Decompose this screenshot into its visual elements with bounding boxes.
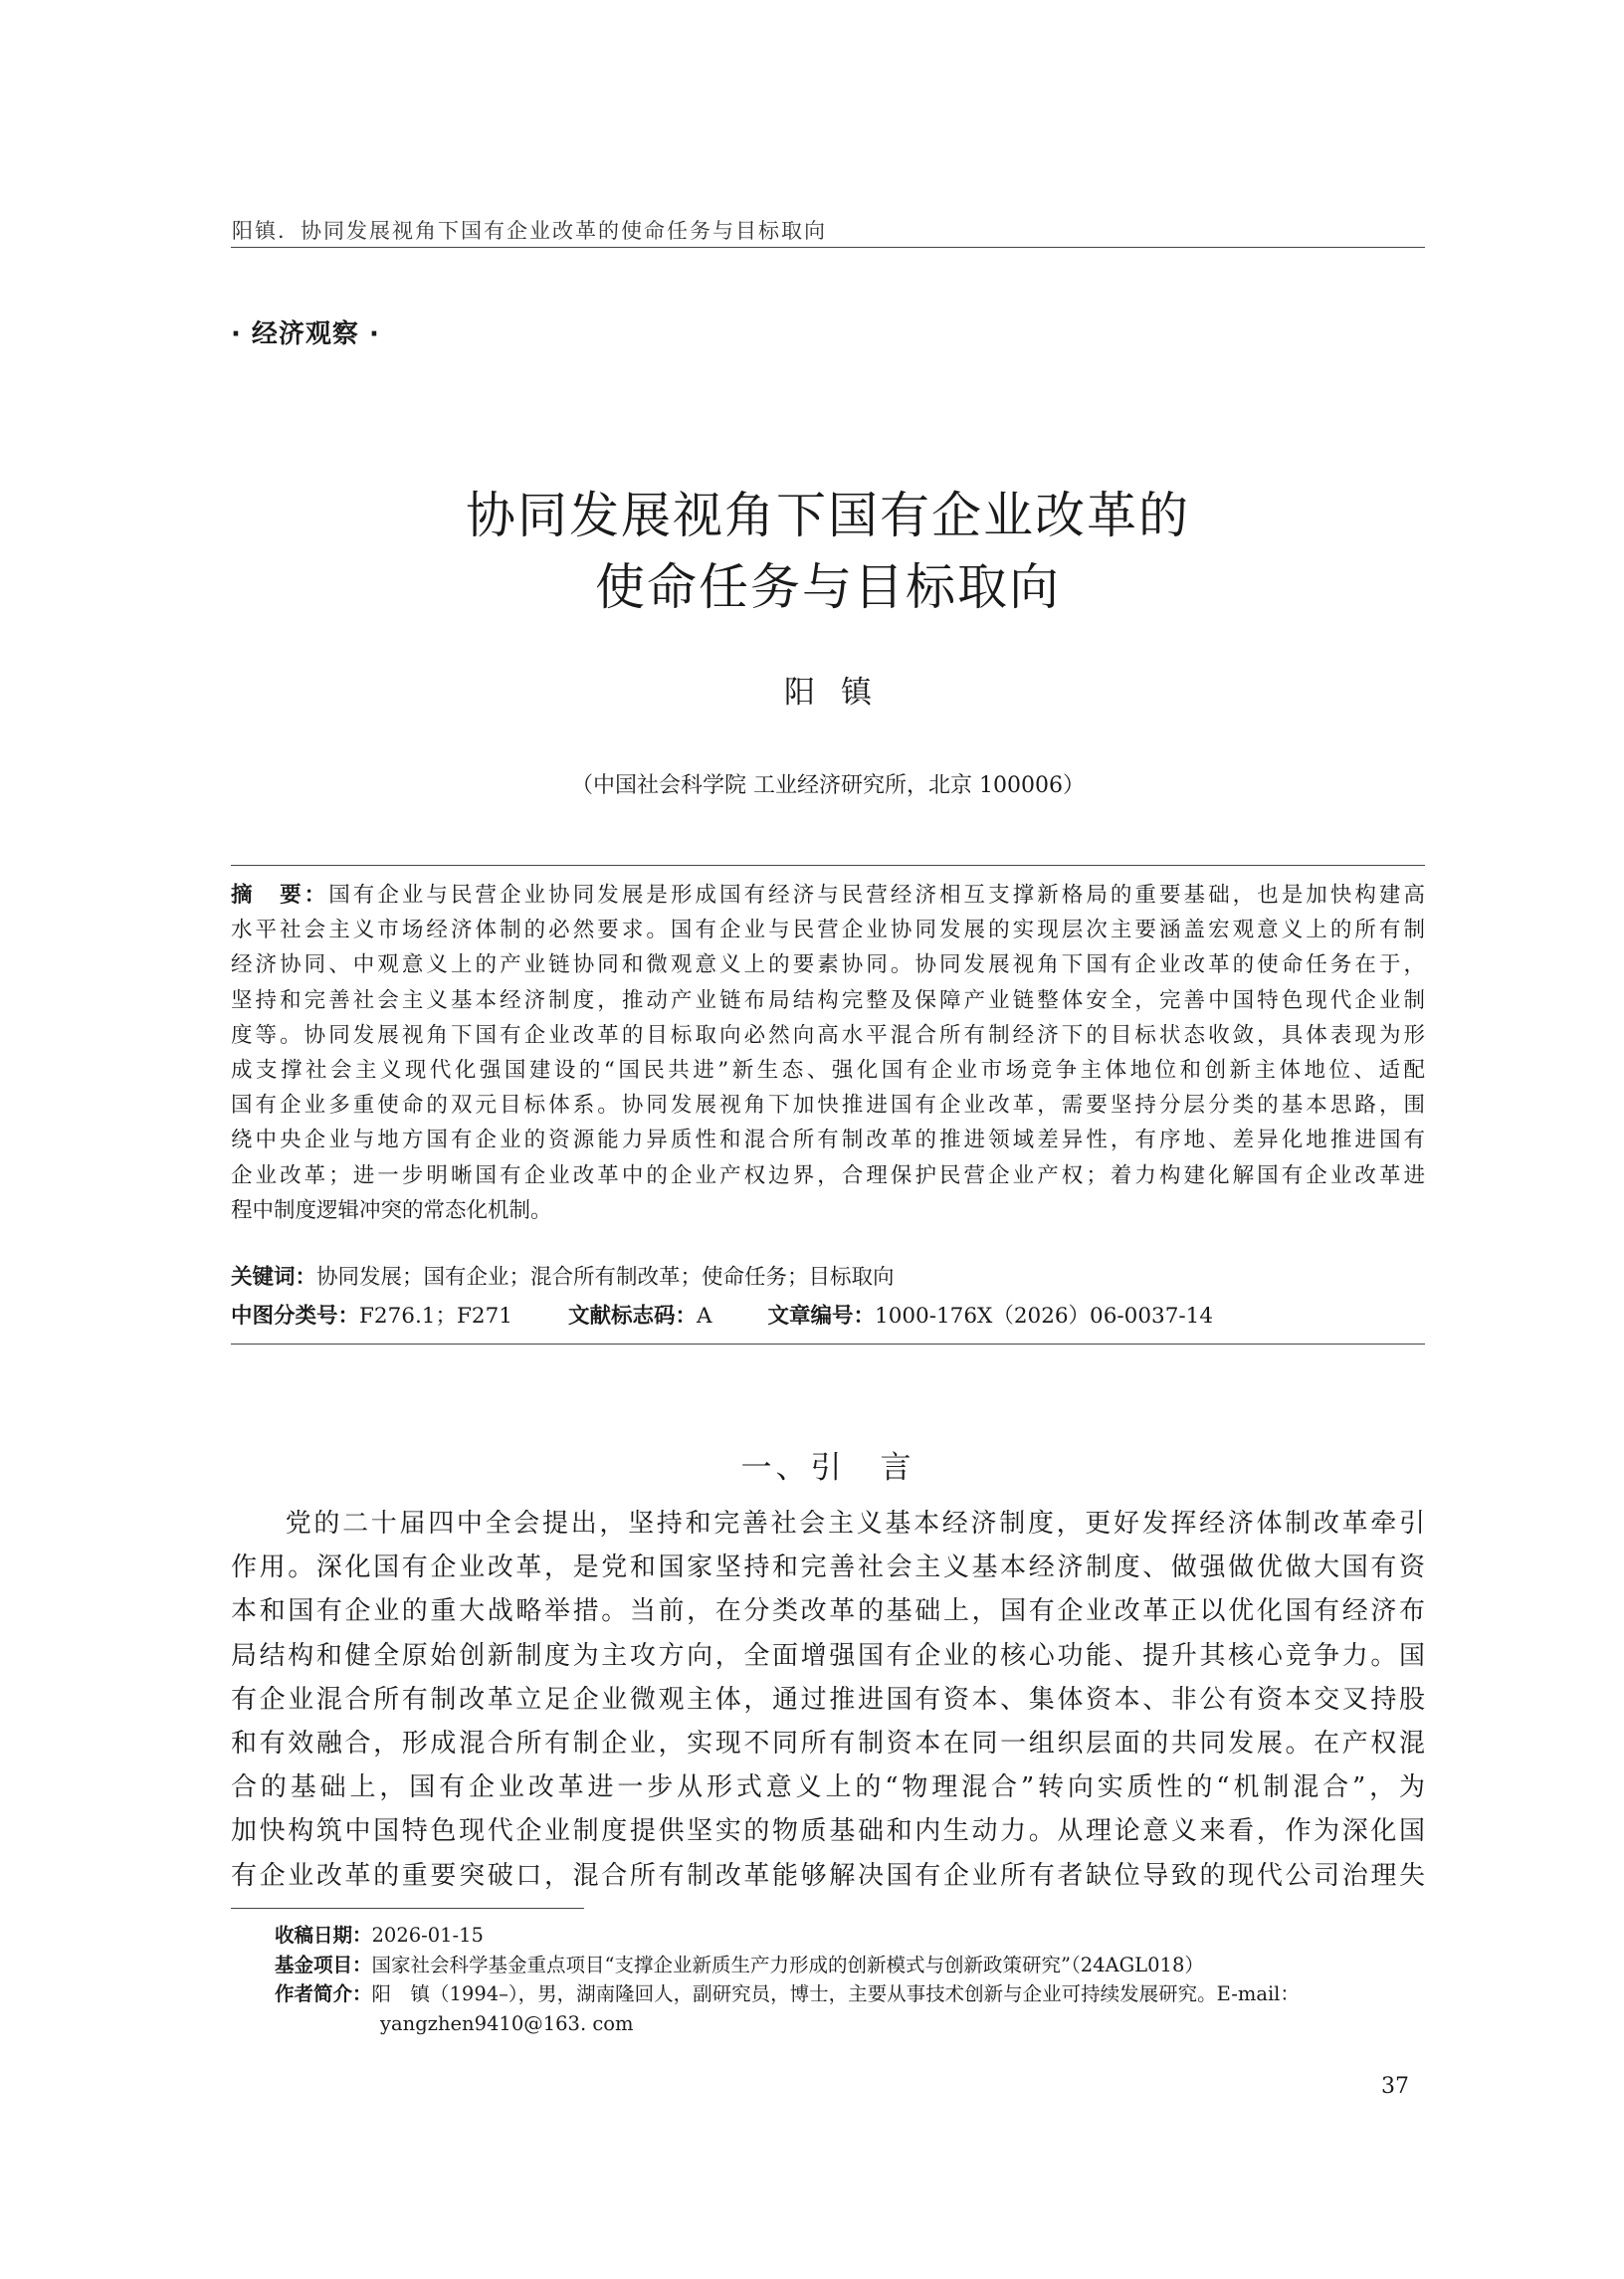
abstract-line: 摘 要：国有企业与民营企业协同发展是形成国有经济与民营经济相互支撑新格局的重要基础，也是加快构建高 [231,883,1425,908]
abstract-line: 国有企业多重使命的双元目标体系。协同发展视角下加快推进国有企业改革，需要坚持分层分类的基本思路，围 [231,1093,1425,1119]
footnote-rule [231,1908,584,1909]
footnotes [275,1921,1429,2038]
footnote-author [275,1979,1429,2009]
body-line: 有企业混合所有制改革立足企业微观主体，通过推进国有资本、集体资本、非公有资本交叉持股 [231,1684,1425,1715]
abstract [231,878,1425,1228]
body-line: 党的二十届四中全会提出，坚持和完善社会主义基本经济制度，更好发挥经济体制改革牵引 [283,1509,1425,1539]
author-bio-label: 作者简介： [275,1982,372,2005]
paper-title-line-1: 协同发展视角下国有企业改革的 [466,487,1190,544]
author-name: 阳镇 [784,675,898,711]
body-line: 作用。深化国有企业改革，是党和国家坚持和完善社会主义基本经济制度、做强做优做大国有资 [231,1553,1425,1583]
section-heading: 一、引 言 [740,1450,915,1486]
abstract-line: 绕中央企业与地方国有企业的资源能力异质性和混合所有制改革的推进领域差异性，有序地、差异化地推进国有 [231,1128,1425,1153]
paper-title-line-2: 使命任务与目标取向 [595,558,1061,616]
body-line: 加快构筑中国特色现代企业制度提供坚实的物质基础和内生动力。从理论意义来看，作为深化国 [231,1816,1425,1847]
author-bio-value: 阳 镇（1994–），男，湖南隆回人，副研究员，博士，主要从事技术创新与企业可持续发展研究。E-mail： [371,1982,1300,2005]
keywords [231,1260,895,1291]
fund-value: 国家社会科学基金重点项目“支撑企业新质生产力形成的创新模式与创新政策研究”（24AGL018） [371,1953,1204,1976]
body-text [231,1502,1425,1898]
header-rule [231,247,1425,248]
article-number-value: 1000-176X（2026）06-0037-14 [875,1304,1214,1329]
keywords-value: 协同发展；国有企业；混合所有制改革；使命任务；目标取向 [316,1265,895,1290]
abstract-line: 成支撑社会主义现代化强国建设的“国民共进”新生态、强化国有企业市场竞争主体地位和创新主体地位、适配 [231,1057,1425,1083]
footnote-fund [275,1951,1429,1980]
abstract-top-rule [231,865,1425,866]
doc-code-value: A [696,1304,712,1329]
abstract-bottom-rule [231,1344,1425,1345]
body-line: 本和国有企业的重大战略举措。当前，在分类改革的基础上，国有企业改革正以优化国有经济布 [231,1596,1425,1627]
abstract-line: 程中制度逻辑冲突的常态化机制。 [231,1197,552,1223]
running-header: 阳镇．协同发展视角下国有企业改革的使命任务与目标取向 [232,219,827,243]
classification-info [231,1299,1213,1330]
received-value: 2026-01-15 [371,1924,484,1947]
article-number-label: 文章编号： [767,1304,876,1329]
footnote-received [275,1921,1429,1951]
body-line: 和有效融合，形成混合所有制企业，实现不同所有制资本在同一组织层面的共同发展。在产权混 [231,1728,1425,1759]
body-line: 局结构和健全原始创新制度为主攻方向，全面增强国有企业的核心功能、提升其核心竞争力。国 [231,1640,1425,1671]
fund-label: 基金项目： [275,1953,372,1976]
received-label: 收稿日期： [275,1924,372,1947]
abstract-line: 经济协同、中观意义上的产业链协同和微观意义上的要素协同。协同发展视角下国有企业改革的使命任务在于， [231,952,1425,978]
body-line: 有企业改革的重要突破口，混合所有制改革能够解决国有企业所有者缺位导致的现代公司治理失 [231,1860,1425,1891]
abstract-label: 摘 要： [231,883,329,908]
keywords-label: 关键词： [231,1265,317,1290]
author-email: yangzhen9410@163. com [380,2011,634,2035]
section-tag: · 经济观察 · [231,319,380,349]
clc-value: F276.1；F271 [359,1304,512,1329]
body-line: 合的基础上，国有企业改革进一步从形式意义上的“物理混合”转向实质性的“机制混合”，为 [231,1772,1425,1803]
abstract-line: 企业改革；进一步明晰国有企业改革中的企业产权边界，合理保护民营企业产权；着力构建化解国有企业改革进 [231,1162,1425,1188]
author-affiliation: （中国社会科学院 工业经济研究所，北京 100006） [571,773,1085,798]
doc-code-label: 文献标志码： [567,1304,697,1329]
abstract-line: 坚持和完善社会主义基本经济制度，推动产业链布局结构完整及保障产业链整体安全，完善中国特色现代企业制 [231,987,1425,1013]
abstract-line: 度等。协同发展视角下国有企业改革的目标取向必然向高水平混合所有制经济下的目标状态收敛，具体表现为形 [231,1022,1425,1048]
abstract-line: 水平社会主义市场经济体制的必然要求。国有企业与民营企业协同发展的实现层次主要涵盖宏观意义上的所有制 [231,918,1425,943]
page-number: 37 [1381,2074,1409,2099]
clc-label: 中图分类号： [231,1304,360,1329]
